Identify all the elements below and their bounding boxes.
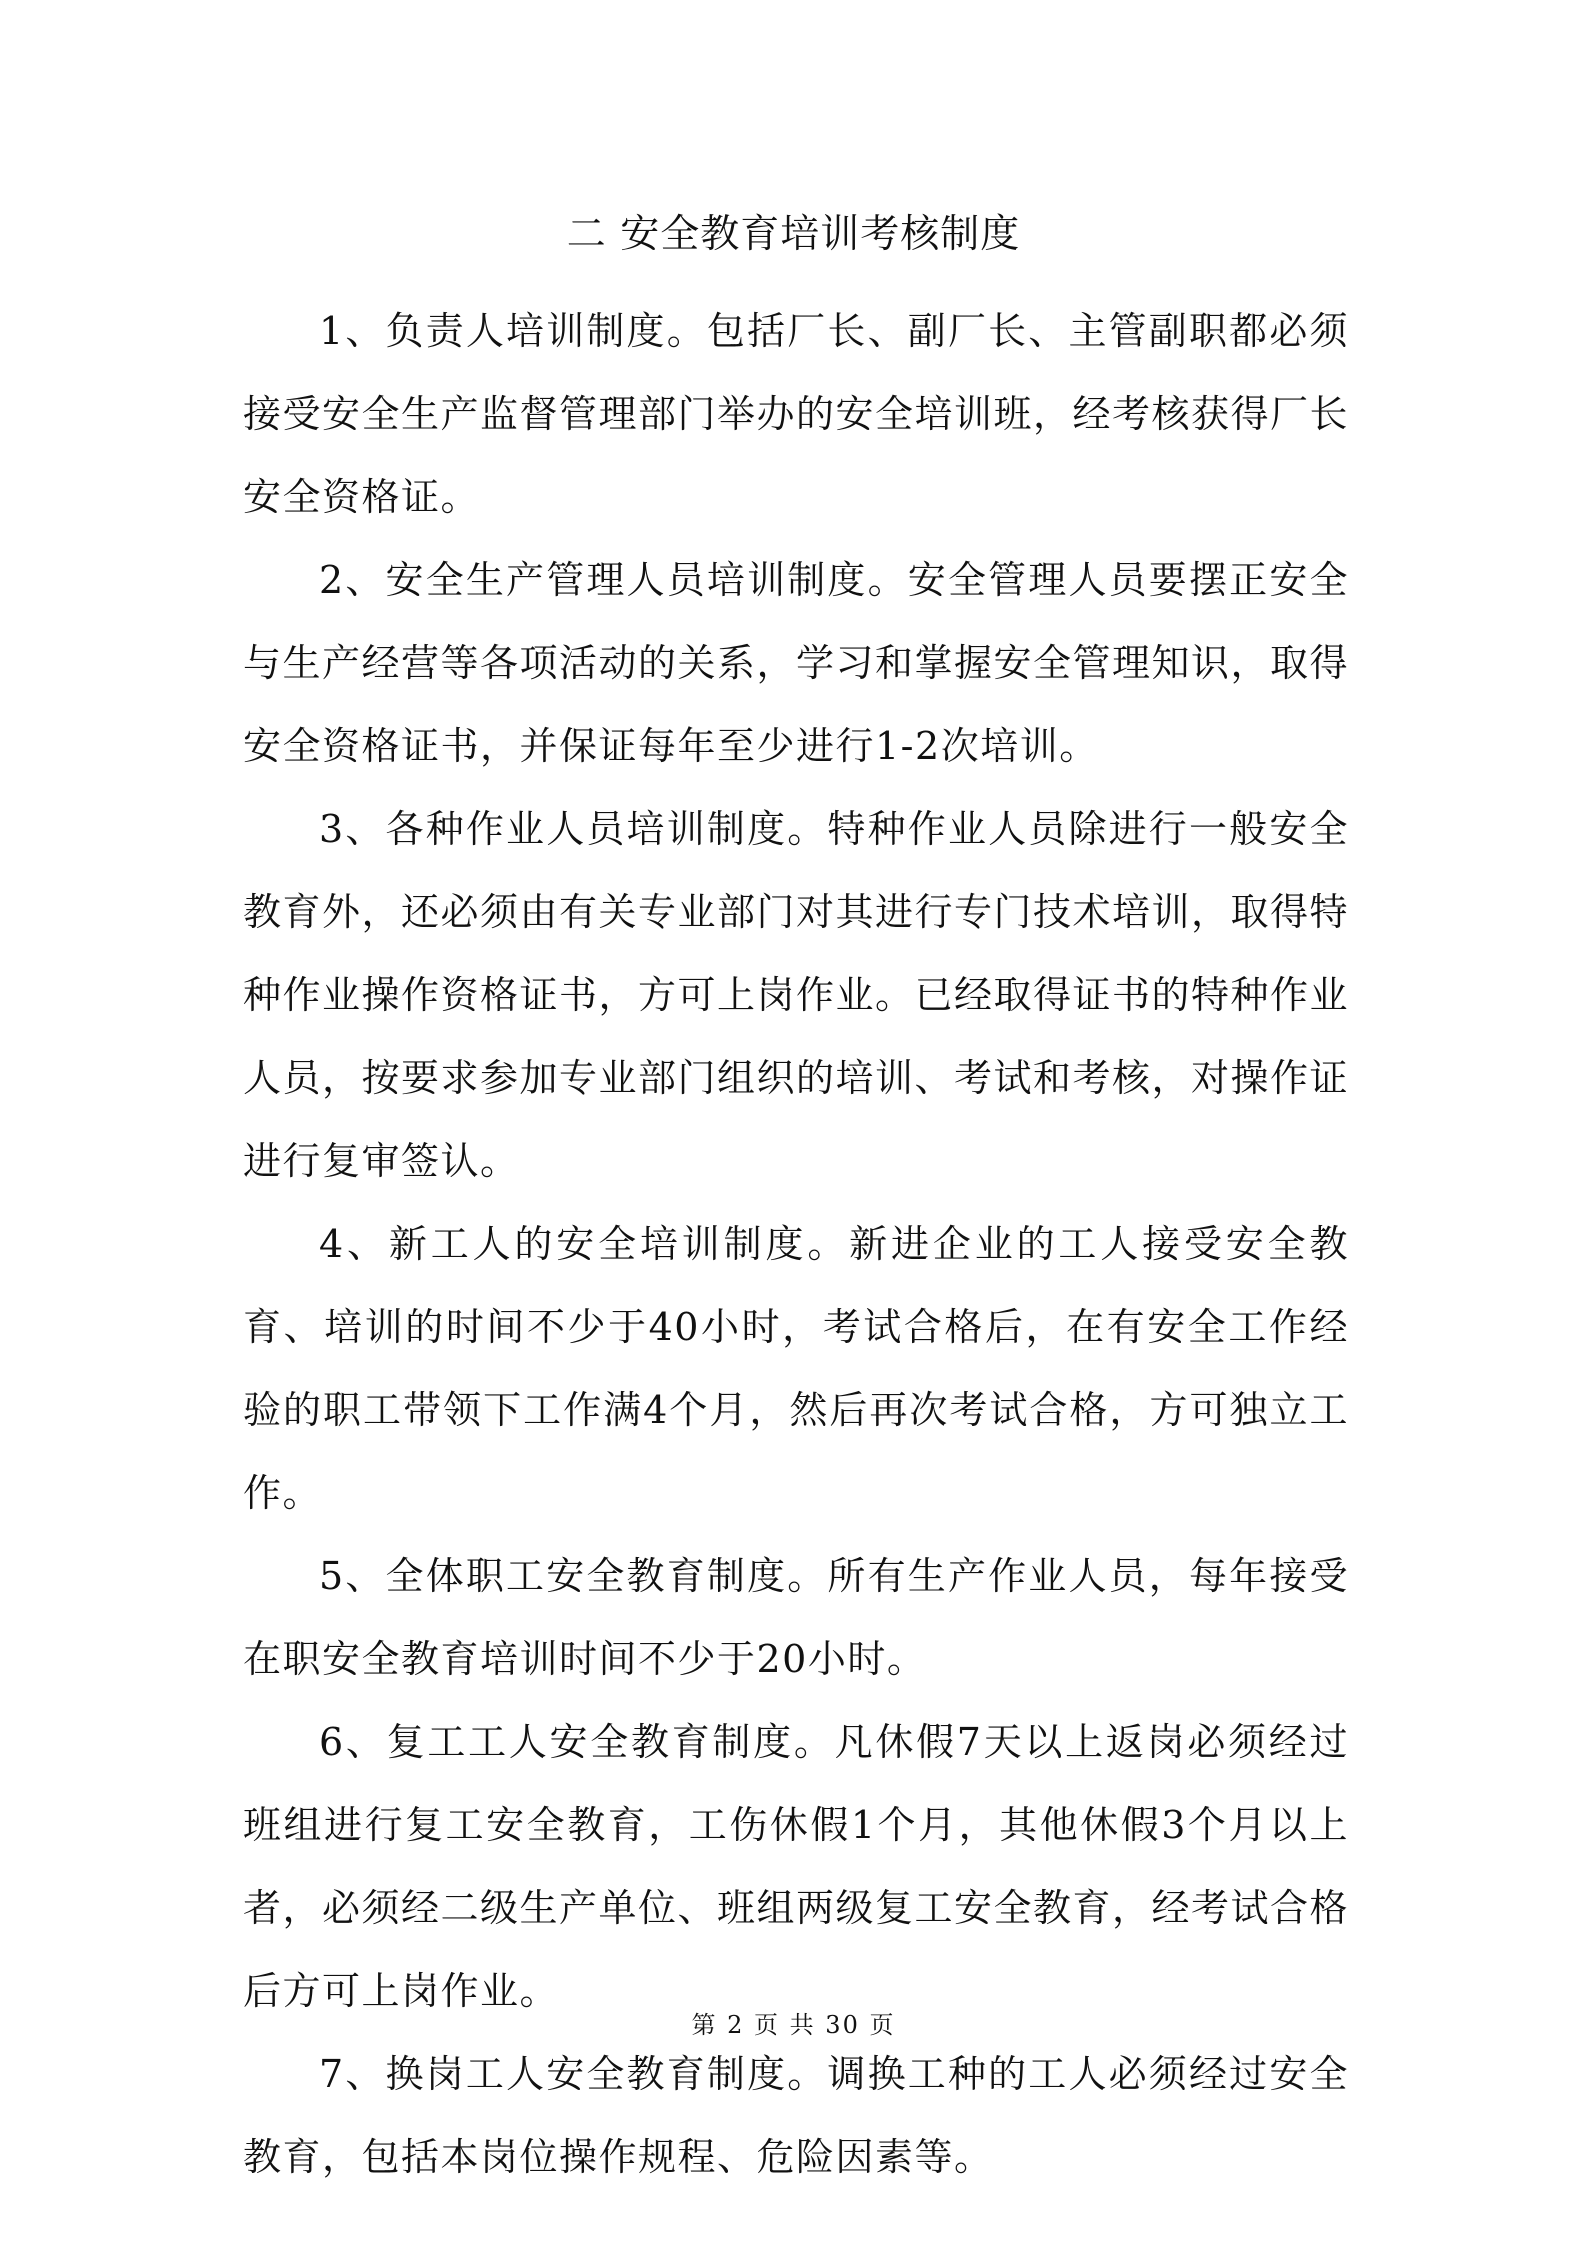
paragraph-4: 4、新工人的安全培训制度。新进企业的工人接受安全教育、培训的时间不少于40小时，考试合格后，在有安全工作经验的职工带领下工作满4个月，然后再次考试合格，方可独立工作。 <box>243 1222 1349 1515</box>
document-body <box>243 290 1349 2199</box>
paragraph-7: 7、换岗工人安全教育制度。调换工种的工人必须经过安全教育，包括本岗位操作规程、危险因素等。 <box>243 2052 1349 2179</box>
paragraph-2: 2、安全生产管理人员培训制度。安全管理人员要摆正安全与生产经营等各项活动的关系，学习和掌握安全管理知识，取得安全资格证书，并保证每年至少进行1-2次培训。 <box>243 558 1350 768</box>
section-title: 二 安全教育培训考核制度 <box>566 212 1021 257</box>
page-number-footer: 第 2 页 共 30 页 <box>691 2011 896 2039</box>
paragraph-3: 3、各种作业人员培训制度。特种作业人员除进行一般安全教育外，还必须由有关专业部门对其进行专门技术培训，取得特种作业操作资格证书，方可上岗作业。已经取得证书的特种作业人员，按要求参加专业部门组织的培训、考试和考核，对操作证进行复审签认。 <box>243 807 1350 1183</box>
paragraph-1: 1、负责人培训制度。包括厂长、副厂长、主管副职都必须接受安全生产监督管理部门举办的安全培训班，经考核获得厂长安全资格证。 <box>243 309 1350 519</box>
paragraph-6: 6、复工工人安全教育制度。凡休假7天以上返岗必须经过班组进行复工安全教育，工伤休假1个月，其他休假3个月以上者，必须经二级生产单位、班组两级复工安全教育，经考试合格后方可上岗作业。 <box>243 1720 1350 2013</box>
paragraph-5: 5、全体职工安全教育制度。所有生产作业人员，每年接受在职安全教育培训时间不少于20小时。 <box>243 1554 1349 1681</box>
